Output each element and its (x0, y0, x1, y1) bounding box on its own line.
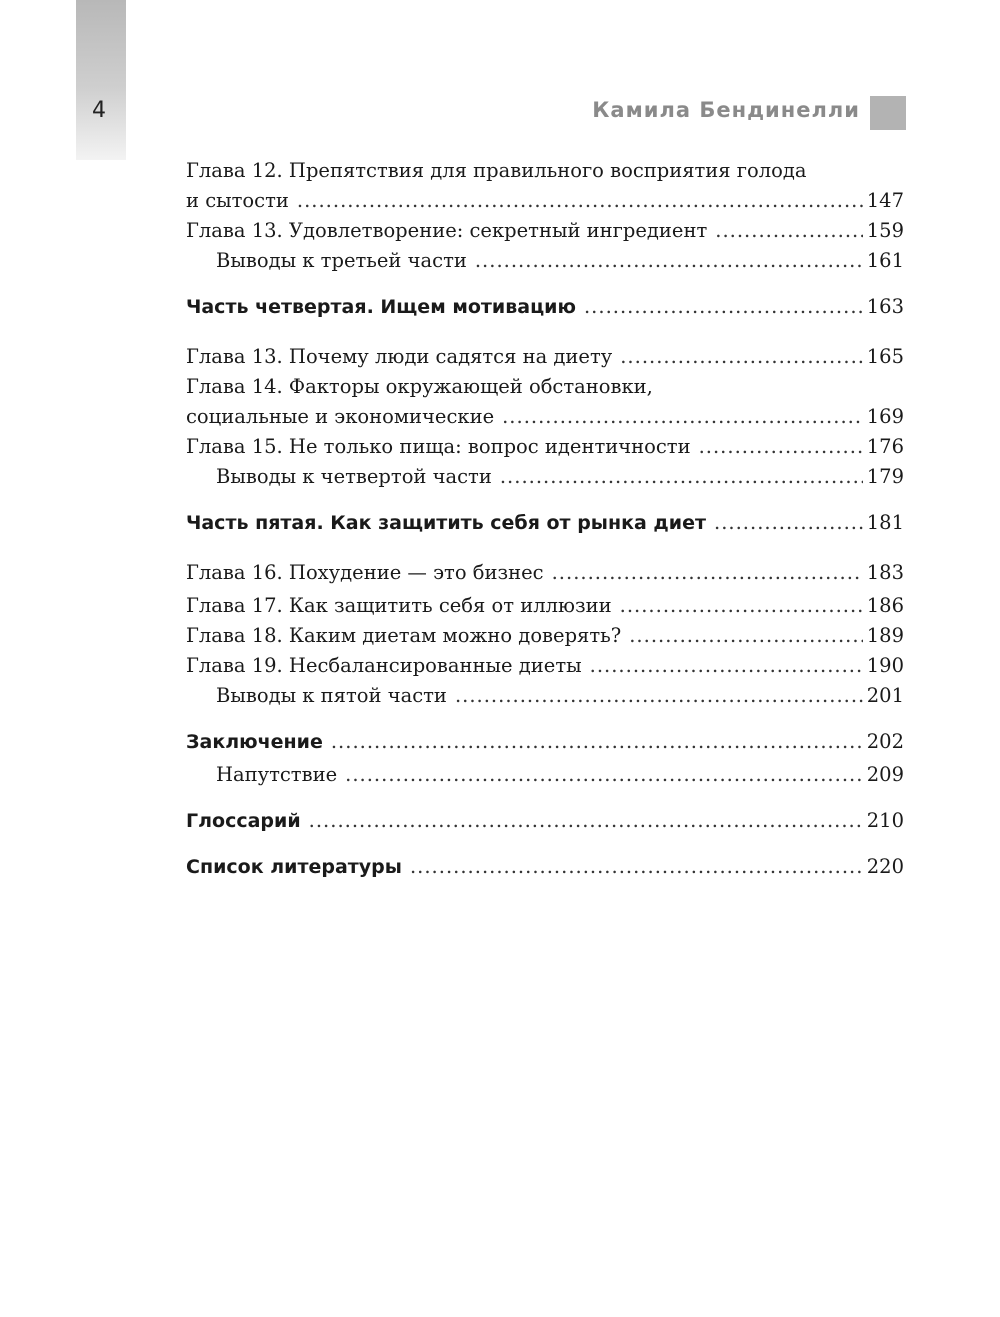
header-square-decoration (870, 96, 906, 130)
running-header-author: Камила Бендинелли (592, 98, 860, 122)
toc-entry-chapter-18[interactable] (186, 621, 904, 651)
toc-page-number: 165 (866, 345, 904, 368)
toc-entry-chapter-19[interactable] (186, 651, 904, 681)
toc-entry-chapter-15[interactable] (186, 432, 904, 462)
toc-page-number: 161 (866, 249, 904, 272)
dot-leader (714, 508, 863, 538)
toc-entry-label: Глава 13. Удовлетворение: секретный ингредиент (186, 219, 708, 242)
toc-page-number: 190 (866, 654, 904, 677)
dot-leader (410, 852, 863, 882)
toc-page-number: 186 (866, 594, 904, 617)
toc-entry-label: Выводы к пятой части (216, 684, 447, 707)
toc-page-number: 181 (866, 511, 904, 534)
toc-entry-label: Глава 16. Похудение — это бизнес (186, 561, 544, 584)
toc-entry-chapter-14-line1: Глава 14. Факторы окружающей обстановки, (186, 375, 653, 398)
toc-entry-chapter-17[interactable] (186, 591, 904, 621)
dot-leader (620, 591, 863, 621)
toc-page-number: 183 (866, 561, 904, 584)
toc-part-label: Список литературы (186, 856, 402, 878)
dot-leader (620, 342, 863, 372)
toc-entry-label: Глава 17. Как защитить себя от иллюзии (186, 594, 612, 617)
toc-entry-label: и сытости (186, 189, 289, 212)
toc-part-label: Часть пятая. Как защитить себя от рынка диет (186, 512, 706, 534)
toc-page-number: 201 (866, 684, 904, 707)
toc-entry-parting-words[interactable] (186, 760, 904, 790)
toc-part-label: Часть четвертая. Ищем мотивацию (186, 296, 576, 318)
toc-page-number: 189 (866, 624, 904, 647)
page-number: 4 (92, 98, 106, 123)
toc-entry-label: Выводы к четвертой части (216, 465, 492, 488)
dot-leader (331, 727, 863, 757)
dot-leader (629, 621, 863, 651)
toc-entry-conclusions-part-3[interactable] (186, 246, 904, 276)
toc-entry-chapter-16[interactable] (186, 558, 904, 588)
toc-part-label: Глоссарий (186, 810, 301, 832)
toc-entry-chapter-12[interactable] (186, 186, 904, 216)
dot-leader (715, 216, 863, 246)
toc-entry-label: Глава 19. Несбалансированные диеты (186, 654, 582, 677)
toc-entry-label: Глава 18. Каким диетам можно доверять? (186, 624, 622, 647)
table-of-contents (186, 156, 904, 882)
toc-page-number: 147 (866, 189, 904, 212)
dot-leader (502, 402, 863, 432)
toc-entry-chapter-13b[interactable] (186, 342, 904, 372)
dot-leader (297, 186, 863, 216)
side-tab-marker (76, 0, 126, 160)
toc-entry-conclusion[interactable] (186, 727, 904, 757)
dot-leader (345, 760, 863, 790)
toc-page-number: 209 (866, 763, 904, 786)
toc-page-number: 169 (866, 405, 904, 428)
toc-entry-references[interactable] (186, 852, 904, 882)
dot-leader (475, 246, 863, 276)
toc-page-number: 220 (866, 855, 904, 878)
toc-entry-chapter-13a[interactable] (186, 216, 904, 246)
dot-leader (455, 681, 863, 711)
dot-leader (699, 432, 863, 462)
toc-entry-conclusions-part-5[interactable] (186, 681, 904, 711)
toc-entry-label: Напутствие (216, 763, 338, 786)
toc-page-number: 159 (866, 219, 904, 242)
toc-entry-glossary[interactable] (186, 806, 904, 836)
toc-entry-label: Выводы к третьей части (216, 249, 467, 272)
toc-entry-chapter-14[interactable] (186, 402, 904, 432)
dot-leader (309, 806, 863, 836)
dot-leader (590, 651, 863, 681)
toc-page-number: 176 (866, 435, 904, 458)
toc-page-number: 179 (866, 465, 904, 488)
toc-entry-label: Глава 13. Почему люди садятся на диету (186, 345, 613, 368)
dot-leader (584, 292, 863, 322)
dot-leader (552, 558, 863, 588)
dot-leader (500, 462, 863, 492)
toc-entry-label: Глава 15. Не только пища: вопрос идентичности (186, 435, 691, 458)
toc-page-number: 163 (866, 295, 904, 318)
toc-entry-label: социальные и экономические (186, 405, 495, 428)
toc-entry-part-4[interactable] (186, 292, 904, 322)
toc-entry-conclusions-part-4[interactable] (186, 462, 904, 492)
toc-entry-part-5[interactable] (186, 508, 904, 538)
toc-page-number: 210 (866, 809, 904, 832)
toc-part-label: Заключение (186, 731, 323, 753)
toc-entry-chapter-12-line1: Глава 12. Препятствия для правильного восприятия голода (186, 159, 807, 182)
toc-page-number: 202 (866, 730, 904, 753)
